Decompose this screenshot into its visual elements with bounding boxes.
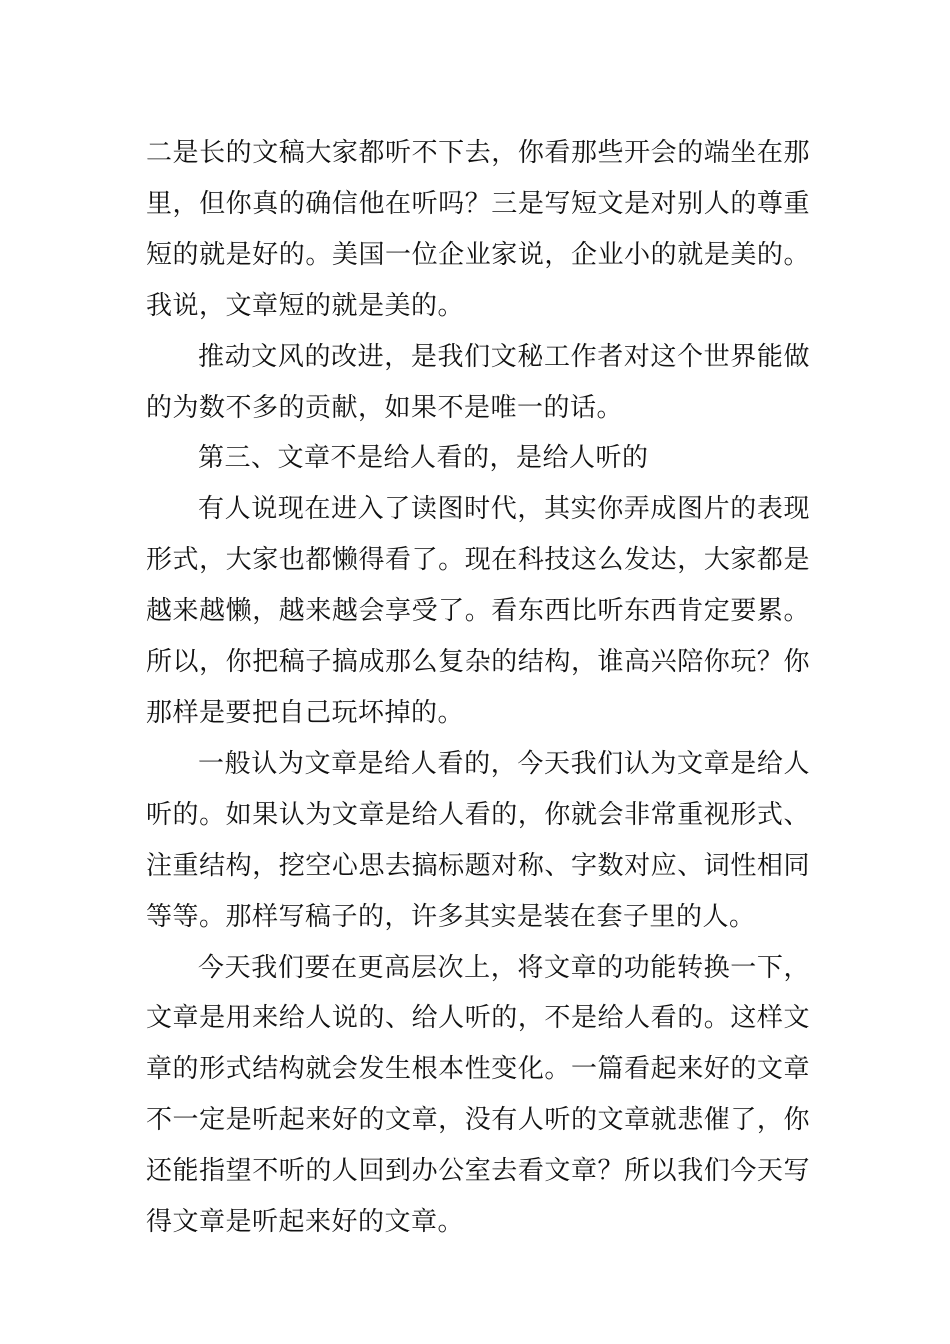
paragraph: 今天我们要在更高层次上，将文章的功能转换一下，文章是用来给人说的、给人听的，不是给人看的。这样文章的形式结构就会发生根本性变化。一篇看起来好的文章不一定是听起来好的文章，没有人听的文章就悲催了，你还能指望不听的人回到办公室去看文章？所以我们今天写得文章是听起来好的文章。 bbox=[146, 952, 810, 1238]
paragraph: 推动文风的改进，是我们文秘工作者对这个世界能做的为数不多的贡献，如果不是唯一的话。 bbox=[146, 341, 810, 423]
document-body bbox=[146, 128, 810, 1248]
paragraph-continuation: 二是长的文稿大家都听不下去，你看那些开会的端坐在那里，但你真的确信他在听吗？三是写短文是对别人的尊重短的就是好的。美国一位企业家说，企业小的就是美的。我说，文章短的就是美的。 bbox=[146, 138, 810, 321]
paragraph: 一般认为文章是给人看的，今天我们认为文章是给人听的。如果认为文章是给人看的，你就会非常重视形式、注重结构，挖空心思去搞标题对称、字数对应、词性相同等等。那样写稿子的，许多其实是装在套子里的人。 bbox=[146, 748, 810, 932]
section-heading: 第三、文章不是给人看的，是给人听的 bbox=[198, 443, 649, 474]
paragraph: 有人说现在进入了读图时代，其实你弄成图片的表现形式，大家也都懒得看了。现在科技这么发达，大家都是越来越懒，越来越会享受了。看东西比听东西肯定要累。所以，你把稿子搞成那么复杂的结构，谁高兴陪你玩？你那样是要把自己玩坏掉的。 bbox=[146, 494, 810, 728]
